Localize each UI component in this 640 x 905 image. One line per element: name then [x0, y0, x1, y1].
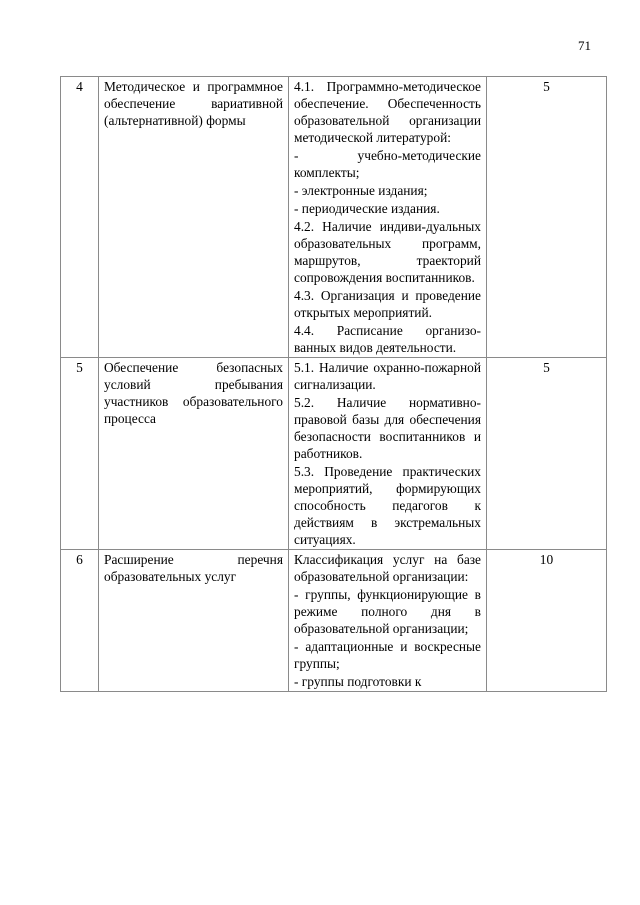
row-number: 5 [61, 358, 99, 550]
max-score: 10 [487, 550, 607, 692]
criterion-indicators [289, 77, 487, 358]
indicator-text: - периодические издания. [294, 201, 440, 216]
indicator-text: - группы подготовки к [294, 674, 422, 689]
indicator-text: - адаптационные и воскресные группы; [294, 639, 481, 671]
indicator-text: 4.2. Наличие индиви-дуальных образовательных программ, маршрутов, траекторий сопровождения воспитанников. [294, 219, 481, 285]
indicator-text: 4.3. Организация и проведение открытых мероприятий. [294, 288, 481, 320]
indicator-text: - группы, функционирующие в режиме полного дня в образовательной организации; [294, 587, 481, 636]
criterion-name: Расширение перечня образовательных услуг [99, 550, 289, 692]
criterion-indicators [289, 550, 487, 692]
criteria-table [60, 76, 607, 692]
row-number: 6 [61, 550, 99, 692]
criterion-indicators [289, 358, 487, 550]
indicator-text: 5.2. Наличие нормативно-правовой базы для обеспечения безопасности воспитанников и работников. [294, 395, 481, 461]
indicator-text: - учебно-методические комплекты; [294, 148, 481, 180]
criterion-name: Методическое и программное обеспечение вариативной (альтернативной) формы [99, 77, 289, 358]
max-score: 5 [487, 358, 607, 550]
indicator-text: 4.1. Программно-методическое обеспечение. Обеспеченность образовательной организации методической литературой: [294, 79, 481, 145]
indicator-text: - электронные издания; [294, 183, 428, 198]
row-number: 4 [61, 77, 99, 358]
table-row [61, 358, 607, 550]
page-number: 71 [578, 38, 591, 53]
max-score: 5 [487, 77, 607, 358]
indicator-text: 5.3. Проведение практических мероприятий, формирующих способность педагогов к действиям в экстремальных ситуациях. [294, 464, 481, 547]
criterion-name: Обеспечение безопасных условий пребывания участников образовательного процесса [99, 358, 289, 550]
table-row [61, 77, 607, 358]
indicator-text: Классификация услуг на базе образовательной организации: [294, 552, 481, 584]
indicator-text: 4.4. Расписание организо-ванных видов деятельности. [294, 323, 481, 355]
indicator-text: 5.1. Наличие охранно-пожарной сигнализации. [294, 360, 481, 392]
table-row [61, 550, 607, 692]
